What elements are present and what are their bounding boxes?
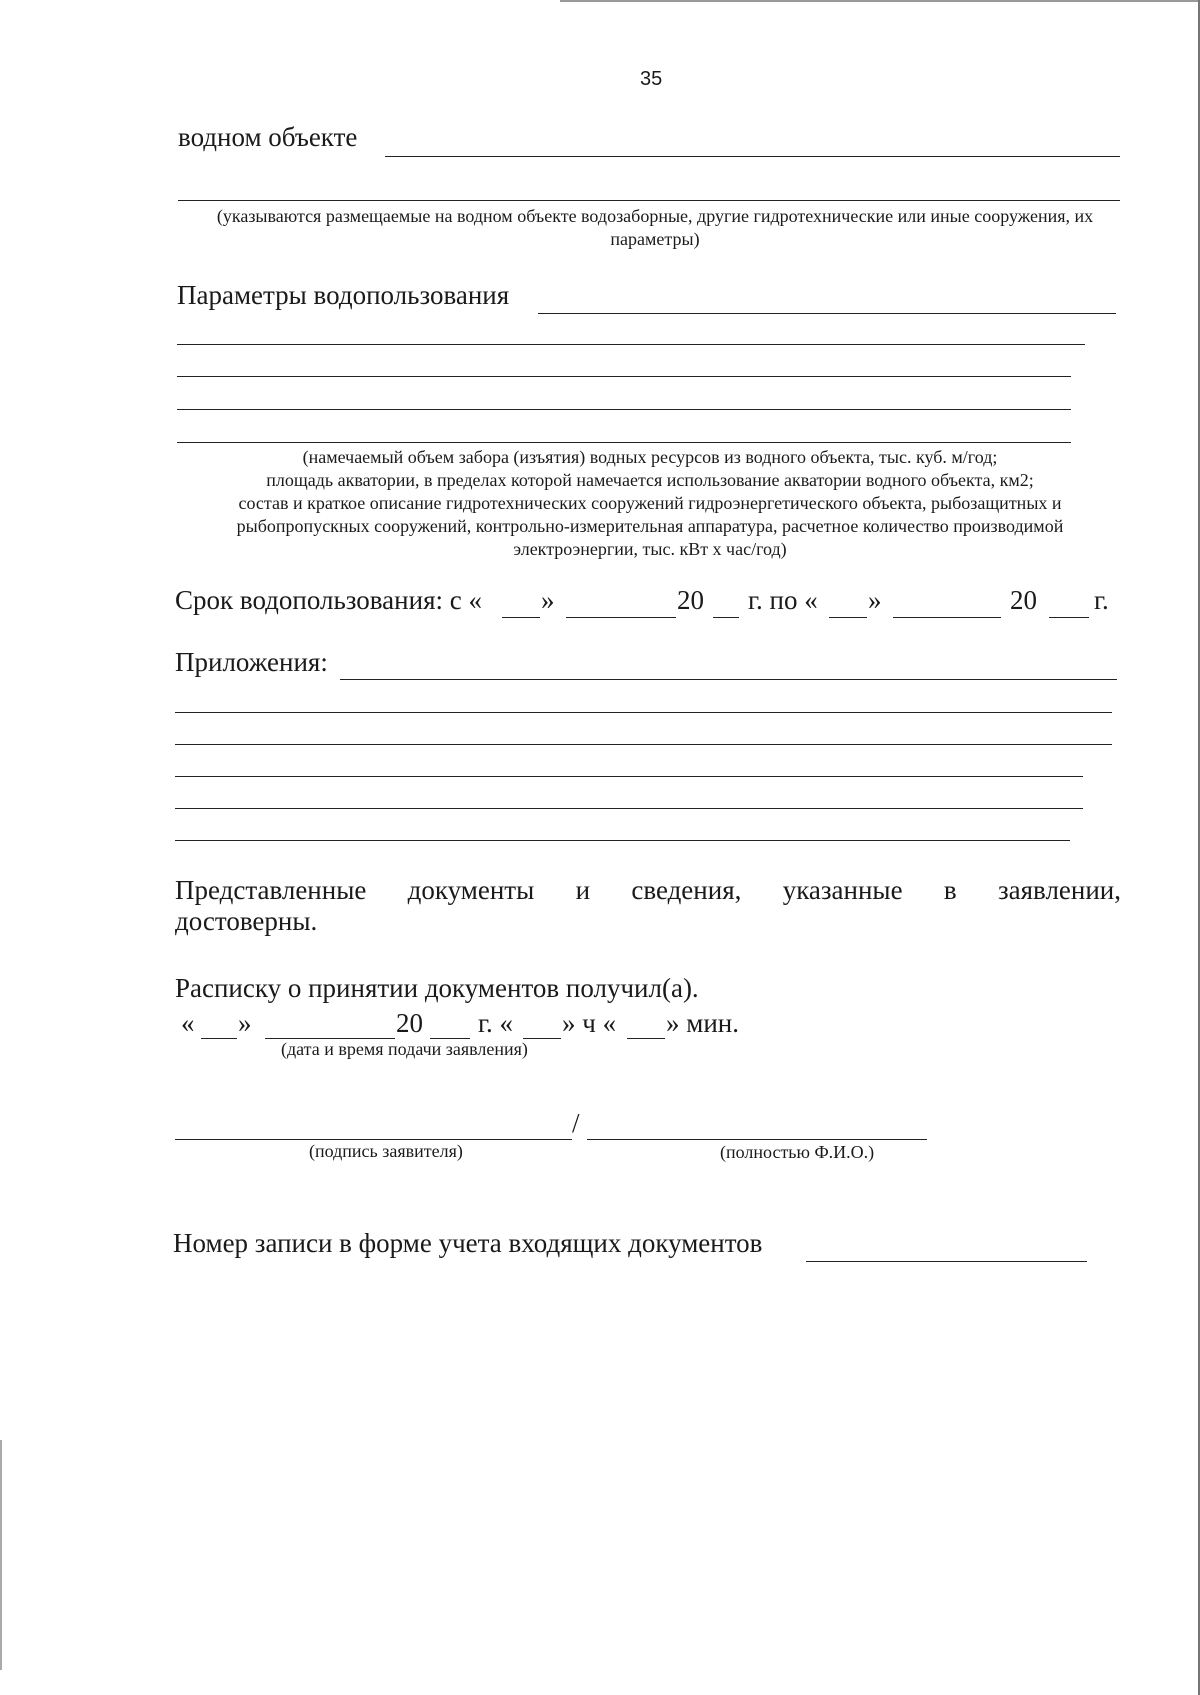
signature-line[interactable] <box>175 1139 572 1140</box>
object-fill-line-2[interactable] <box>178 200 1120 201</box>
statement-line-1: Представленные документы и сведения, указанные в заявлении, <box>175 875 1121 905</box>
attachments-fill-line[interactable] <box>340 679 1117 680</box>
term-day-from[interactable] <box>502 617 540 618</box>
term-day-to[interactable] <box>829 617 867 618</box>
receipt-quote-open: « <box>181 1008 195 1038</box>
receipt-g: г. « <box>478 1008 514 1038</box>
object-caption: (указываются размещаемые на водном объекте водозаборные, другие гидротехнические или иные сооружения, их параметры) <box>216 206 1094 249</box>
statement-line-2: достоверны. <box>175 906 318 936</box>
params-label: Параметры водопользования <box>177 280 510 310</box>
attachments-fill-line-6[interactable] <box>175 840 1070 841</box>
signature-slash: / <box>572 1108 580 1138</box>
params-caption-line: электроэнергии, тыс. кВт х час/год) <box>513 539 787 559</box>
receipt-min-field[interactable] <box>627 1038 665 1039</box>
params-caption-line: состав и краткое описание гидротехнических сооружений гидроэнергетического объекта, рыбозащитных и <box>238 493 1062 513</box>
params-fill-line[interactable] <box>538 313 1116 314</box>
receipt-hours: » ч « <box>562 1008 617 1038</box>
scan-edge-top <box>560 0 1200 2</box>
attachments-label: Приложения: <box>175 647 328 677</box>
params-fill-line-4[interactable] <box>177 409 1071 410</box>
term-month-from[interactable] <box>566 617 676 618</box>
signature-caption: (подпись заявителя) <box>309 1141 463 1161</box>
params-caption-line: рыбопропускных сооружений, контрольно-измерительная аппаратура, расчетное количество производимой <box>236 516 1064 536</box>
term-year-from-field[interactable] <box>713 617 739 618</box>
object-fill-line[interactable] <box>385 156 1120 157</box>
params-fill-line-2[interactable] <box>177 344 1085 345</box>
term-quote-close: » <box>541 585 555 615</box>
params-fill-line-5[interactable] <box>177 442 1071 443</box>
object-label: водном объекте <box>178 122 358 152</box>
params-fill-line-3[interactable] <box>177 376 1071 377</box>
term-year-from: 20 <box>677 585 704 615</box>
term-label: Срок водопользования: с « <box>175 585 482 615</box>
receipt-minutes: » мин. <box>666 1008 739 1038</box>
receipt-hour-field[interactable] <box>523 1038 561 1039</box>
receipt-quote-close: » <box>238 1008 252 1038</box>
receipt-day-field[interactable] <box>201 1038 237 1039</box>
params-caption <box>150 446 1150 561</box>
record-label: Номер записи в форме учета входящих документов <box>173 1228 763 1258</box>
page-number: 35 <box>640 68 663 90</box>
receipt-caption: (дата и время подачи заявления) <box>281 1039 528 1059</box>
receipt-label: Расписку о принятии документов получил(а). <box>175 973 699 1003</box>
term-year-to: 20 <box>1010 585 1037 615</box>
statement <box>175 875 1121 937</box>
term-year-to-field[interactable] <box>1049 617 1089 618</box>
full-name-caption: (полностью Ф.И.О.) <box>720 1142 875 1162</box>
term-g-po: г. по « <box>748 585 818 615</box>
term-quote-close-2: » <box>868 585 882 615</box>
full-name-line[interactable] <box>587 1139 927 1140</box>
term-month-to[interactable] <box>893 617 1001 618</box>
attachments-fill-line-3[interactable] <box>175 744 1112 745</box>
params-caption-line: (намечаемый объем забора (изъятия) водных ресурсов из водного объекта, тыс. куб. м/год; <box>302 447 998 467</box>
term-g: г. <box>1094 585 1109 615</box>
scan-edge-left <box>0 1440 2 1670</box>
attachments-fill-line-2[interactable] <box>175 712 1112 713</box>
params-caption-line: площадь акватории, в пределах которой намечается использование акватории водного объекта, км2; <box>266 470 1034 490</box>
attachments-fill-line-4[interactable] <box>175 776 1083 777</box>
record-number-field[interactable] <box>806 1261 1087 1262</box>
attachments-fill-line-5[interactable] <box>175 808 1083 809</box>
receipt-year: 20 <box>396 1008 423 1038</box>
